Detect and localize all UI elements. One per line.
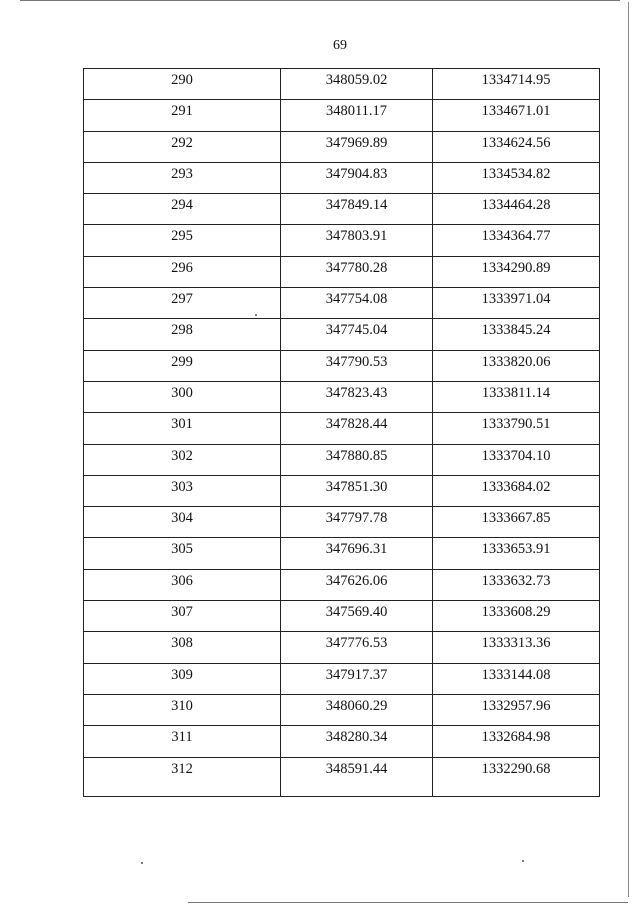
y-coordinate-cell: 1334364.77 bbox=[433, 225, 600, 256]
page-number: 69 bbox=[333, 38, 347, 53]
x-coordinate-cell: 347828.44 bbox=[281, 413, 433, 444]
x-coordinate-cell: 347851.30 bbox=[281, 475, 433, 506]
table-row bbox=[84, 194, 600, 225]
table-row bbox=[84, 225, 600, 256]
x-coordinate-cell: 347849.14 bbox=[281, 194, 433, 225]
scan-speck bbox=[255, 314, 257, 316]
point-number-cell: 297 bbox=[84, 288, 281, 319]
x-coordinate-cell: 347745.04 bbox=[281, 319, 433, 350]
table-row bbox=[84, 663, 600, 694]
point-number-cell: 304 bbox=[84, 507, 281, 538]
table-row bbox=[84, 507, 600, 538]
page-bottom-edge bbox=[188, 902, 628, 903]
point-number-cell: 307 bbox=[84, 601, 281, 632]
scan-speck bbox=[141, 862, 143, 864]
table-row bbox=[84, 131, 600, 162]
x-coordinate-cell: 347797.78 bbox=[281, 507, 433, 538]
table-row bbox=[84, 69, 600, 100]
table-row bbox=[84, 569, 600, 600]
y-coordinate-cell: 1333704.10 bbox=[433, 444, 600, 475]
point-number-cell: 310 bbox=[84, 694, 281, 725]
point-number-cell: 311 bbox=[84, 726, 281, 757]
point-number-cell: 312 bbox=[84, 757, 281, 796]
y-coordinate-cell: 1333790.51 bbox=[433, 413, 600, 444]
y-coordinate-cell: 1334671.01 bbox=[433, 100, 600, 131]
y-coordinate-cell: 1333632.73 bbox=[433, 569, 600, 600]
x-coordinate-cell: 347626.06 bbox=[281, 569, 433, 600]
point-number-cell: 296 bbox=[84, 256, 281, 287]
x-coordinate-cell: 347569.40 bbox=[281, 601, 433, 632]
coordinates-table-body bbox=[84, 69, 600, 797]
y-coordinate-cell: 1333684.02 bbox=[433, 475, 600, 506]
x-coordinate-cell: 347776.53 bbox=[281, 632, 433, 663]
x-coordinate-cell: 347803.91 bbox=[281, 225, 433, 256]
x-coordinate-cell: 348011.17 bbox=[281, 100, 433, 131]
x-coordinate-cell: 347696.31 bbox=[281, 538, 433, 569]
y-coordinate-cell: 1333667.85 bbox=[433, 507, 600, 538]
table-row bbox=[84, 632, 600, 663]
y-coordinate-cell: 1334534.82 bbox=[433, 162, 600, 193]
point-number-cell: 291 bbox=[84, 100, 281, 131]
y-coordinate-cell: 1333971.04 bbox=[433, 288, 600, 319]
table-row bbox=[84, 319, 600, 350]
y-coordinate-cell: 1334624.56 bbox=[433, 131, 600, 162]
table-row bbox=[84, 100, 600, 131]
table-row bbox=[84, 413, 600, 444]
x-coordinate-cell: 347790.53 bbox=[281, 350, 433, 381]
table-row bbox=[84, 694, 600, 725]
table-row bbox=[84, 475, 600, 506]
point-number-cell: 293 bbox=[84, 162, 281, 193]
x-coordinate-cell: 347880.85 bbox=[281, 444, 433, 475]
y-coordinate-cell: 1333144.08 bbox=[433, 663, 600, 694]
y-coordinate-cell: 1332684.98 bbox=[433, 726, 600, 757]
table-row bbox=[84, 256, 600, 287]
point-number-cell: 299 bbox=[84, 350, 281, 381]
coordinates-table bbox=[83, 68, 600, 797]
y-coordinate-cell: 1334714.95 bbox=[433, 69, 600, 100]
table-row bbox=[84, 162, 600, 193]
y-coordinate-cell: 1332290.68 bbox=[433, 757, 600, 796]
x-coordinate-cell: 347969.89 bbox=[281, 131, 433, 162]
point-number-cell: 294 bbox=[84, 194, 281, 225]
point-number-cell: 302 bbox=[84, 444, 281, 475]
point-number-cell: 309 bbox=[84, 663, 281, 694]
table-row bbox=[84, 601, 600, 632]
table-row bbox=[84, 381, 600, 412]
table-row bbox=[84, 726, 600, 757]
table-row bbox=[84, 350, 600, 381]
page-right-edge bbox=[628, 2, 629, 897]
page-top-edge bbox=[20, 0, 620, 1]
point-number-cell: 303 bbox=[84, 475, 281, 506]
x-coordinate-cell: 347754.08 bbox=[281, 288, 433, 319]
x-coordinate-cell: 347823.43 bbox=[281, 381, 433, 412]
x-coordinate-cell: 347904.83 bbox=[281, 162, 433, 193]
table-row bbox=[84, 288, 600, 319]
y-coordinate-cell: 1334290.89 bbox=[433, 256, 600, 287]
point-number-cell: 300 bbox=[84, 381, 281, 412]
scan-speck bbox=[522, 860, 524, 862]
y-coordinate-cell: 1333653.91 bbox=[433, 538, 600, 569]
y-coordinate-cell: 1334464.28 bbox=[433, 194, 600, 225]
table-row bbox=[84, 757, 600, 796]
y-coordinate-cell: 1333313.36 bbox=[433, 632, 600, 663]
point-number-cell: 301 bbox=[84, 413, 281, 444]
x-coordinate-cell: 347917.37 bbox=[281, 663, 433, 694]
table-row bbox=[84, 444, 600, 475]
point-number-cell: 290 bbox=[84, 69, 281, 100]
point-number-cell: 298 bbox=[84, 319, 281, 350]
x-coordinate-cell: 348591.44 bbox=[281, 757, 433, 796]
y-coordinate-cell: 1332957.96 bbox=[433, 694, 600, 725]
y-coordinate-cell: 1333608.29 bbox=[433, 601, 600, 632]
x-coordinate-cell: 348280.34 bbox=[281, 726, 433, 757]
x-coordinate-cell: 348060.29 bbox=[281, 694, 433, 725]
table-row bbox=[84, 538, 600, 569]
y-coordinate-cell: 1333820.06 bbox=[433, 350, 600, 381]
y-coordinate-cell: 1333811.14 bbox=[433, 381, 600, 412]
y-coordinate-cell: 1333845.24 bbox=[433, 319, 600, 350]
point-number-cell: 305 bbox=[84, 538, 281, 569]
point-number-cell: 308 bbox=[84, 632, 281, 663]
point-number-cell: 292 bbox=[84, 131, 281, 162]
x-coordinate-cell: 347780.28 bbox=[281, 256, 433, 287]
point-number-cell: 306 bbox=[84, 569, 281, 600]
x-coordinate-cell: 348059.02 bbox=[281, 69, 433, 100]
point-number-cell: 295 bbox=[84, 225, 281, 256]
